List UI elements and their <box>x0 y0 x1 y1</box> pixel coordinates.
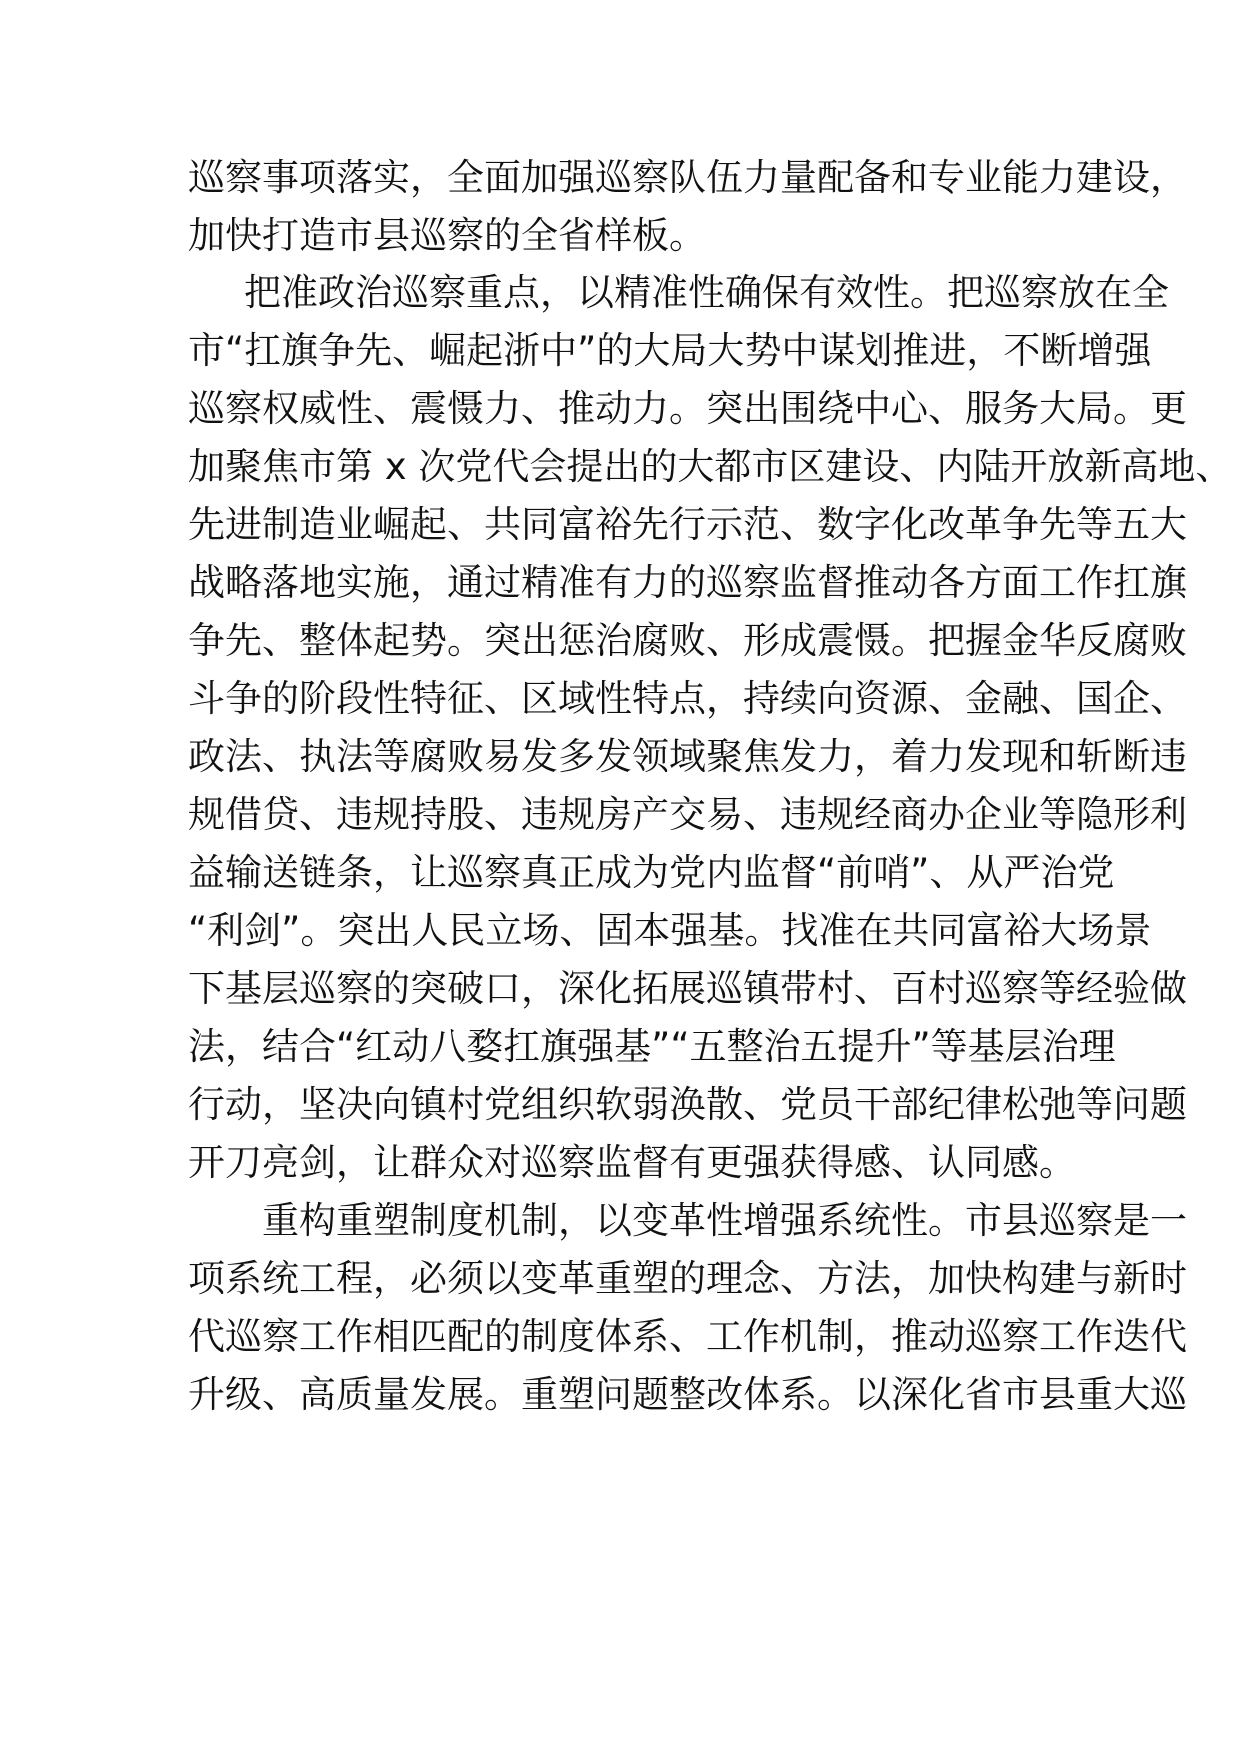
text-line: 市“扛旗争先、崛起浙中”的大局大势中谋划推进，不断增强 <box>188 329 1152 372</box>
text-line: 巡察权威性、震慑力、推动力。突出围绕中心、服务大局。更 <box>188 387 1187 430</box>
text-line: 行动，坚决向镇村党组织软弱涣散、党员干部纪律松弛等问题 <box>188 1083 1187 1126</box>
text-line: 升级、高质量发展。重塑问题整改体系。以深化省市县重大巡 <box>188 1373 1187 1416</box>
text-line: 下基层巡察的突破口，深化拓展巡镇带村、百村巡察等经验做 <box>188 967 1187 1010</box>
text-line: 加聚焦市第 x 次党代会提出的大都市区建设、内陆开放新高地、 <box>188 445 1233 488</box>
text-line: 争先、整体起势。突出惩治腐败、形成震慑。把握金华反腐败 <box>188 619 1187 662</box>
text-line: 开刀亮剑，让群众对巡察监督有更强获得感、认同感。 <box>188 1141 1076 1184</box>
text-line: 法，结合“红动八婺扛旗强基”“五整治五提升”等基层治理 <box>188 1025 1116 1068</box>
text-line: 先进制造业崛起、共同富裕先行示范、数字化改革争先等五大 <box>188 503 1187 546</box>
text-line: 政法、执法等腐败易发多发领域聚焦发力，着力发现和斩断违 <box>188 735 1187 778</box>
text-line: 项系统工程，必须以变革重塑的理念、方法，加快构建与新时 <box>188 1257 1187 1300</box>
paragraph-start-line: 把准政治巡察重点，以精准性确保有效性。把巡察放在全 <box>244 271 1169 314</box>
text-line: “利剑”。突出人民立场、固本强基。找准在共同富裕大场景 <box>188 909 1152 952</box>
text-line: 益输送链条，让巡察真正成为党内监督“前哨”、从严治党 <box>188 851 1115 894</box>
paragraph-start-line: 重构重塑制度机制，以变革性增强系统性。市县巡察是一 <box>262 1199 1187 1242</box>
text-line: 巡察事项落实，全面加强巡察队伍力量配备和专业能力建设， <box>188 156 1187 199</box>
text-line: 斗争的阶段性特征、区域性特点，持续向资源、金融、国企、 <box>188 677 1187 720</box>
text-line: 代巡察工作相匹配的制度体系、工作机制，推动巡察工作迭代 <box>188 1315 1187 1358</box>
text-line: 加快打造市县巡察的全省样板。 <box>188 214 706 257</box>
text-line: 规借贷、违规持股、违规房产交易、违规经商办企业等隐形利 <box>188 793 1187 836</box>
text-line: 战略落地实施，通过精准有力的巡察监督推动各方面工作扛旗 <box>188 561 1187 604</box>
